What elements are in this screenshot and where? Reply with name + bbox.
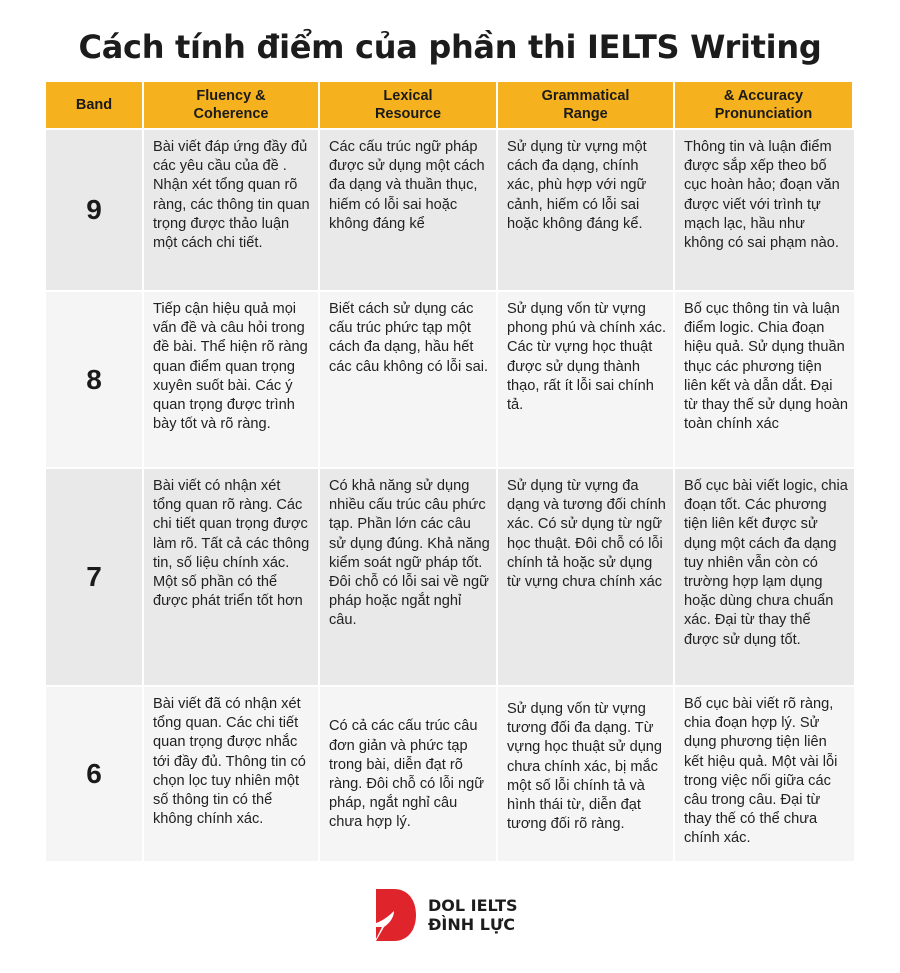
band-8: 8 [46,290,144,467]
band-9-fluency: Bài viết đáp ứng đầy đủ các yêu cầu của đề . Nhận xét tổng quan rõ ràng, các thông tin quan trọng được thảo luận một cách chi tiết. [144,128,320,290]
band-6-fluency: Bài viết đã có nhận xét tổng quan. Các chi tiết quan trọng được nhắc tới đầy đủ. Thông tin có chọn lọc tuy nhiên một số thông tin có thể không chính xác. [144,685,320,861]
band-6-grammar: Sử dụng vốn từ vựng tương đối đa dạng. Từ vựng học thuật sử dụng chưa chính xác, bị mắc một số lỗi chính tả và hình thái từ, diễn đạt tương đối rõ ràng. [498,685,675,861]
band-9: 9 [46,128,144,290]
band-9-lexical: Các cấu trúc ngữ pháp được sử dụng một cách đa dạng và thuần thục, hiếm có lỗi sai hoặc không đáng kể [320,128,498,290]
band-6: 6 [46,685,144,861]
dol-logo-text [428,896,518,934]
band-7-fluency: Bài viết có nhận xét tổng quan rõ ràng. Các chi tiết quan trọng được làm rõ. Tất cả các thông tin, số liệu chính xác. Một số phần có thể được phát triển tốt hơn [144,467,320,685]
band-6-accuracy: Bố cục bài viết rõ ràng, chia đoạn hợp lý. Sử dụng phương tiện liên kết hiệu quả. Một vài lỗi trong việc nối giữa các câu trong câu. Đại từ thay thế có thể chưa chính xác. [675,685,854,861]
band-7-lexical: Có khả năng sử dụng nhiều cấu trúc câu phức tạp. Phần lớn các câu sử dụng đúng. Khả năng kiểm soát ngữ pháp tốt. Đôi chỗ có lỗi sai về ngữ pháp hoặc ngắt nghỉ câu. [320,467,498,685]
dol-logo-line2: ĐÌNH LỰC [428,915,516,934]
header-fluency-coherence: Fluency & Coherence [144,82,320,128]
band-7-accuracy: Bố cục bài viết logic, chia đoạn tốt. Các phương tiện liên kết được sử dụng một cách đa dạng tuy nhiên vẫn còn có trường hợp lạm dụng hoặc dùng chưa chuẩn xác. Đại từ thay thế được sử dụng tốt. [675,467,854,685]
dol-logo-icon [372,887,418,943]
header-grammatical-range: Grammatical Range [498,82,675,128]
band-7: 7 [46,467,144,685]
header-accuracy-pronunciation: & Accuracy Pronunciation [675,82,854,128]
band-8-grammar: Sử dụng vốn từ vựng phong phú và chính xác. Các từ vựng học thuật được sử dụng thành thạo, rất ít lỗi sai chính tả. [498,290,675,467]
header-lexical-resource: Lexical Resource [320,82,498,128]
band-8-accuracy: Bố cục thông tin và luận điểm logic. Chia đoạn hiệu quả. Sử dụng thuần thục các phương tiện liên kết và dẫn dắt. Đại từ thay thế sử dụng hoàn toàn chính xác [675,290,854,467]
scoring-table [46,82,854,861]
band-8-fluency: Tiếp cận hiệu quả mọi vấn đề và câu hỏi trong đề bài. Thể hiện rõ ràng quan điểm quan trọng xuyên suốt bài. Các ý quan trọng được trình bày tốt và rõ ràng. [144,290,320,467]
header-band: Band [46,82,144,128]
band-6-lexical-text: Có cả các cấu trúc câu đơn giản và phức tạp trong bài, diễn đạt rõ ràng. Đôi chỗ có lỗi ngữ pháp, ngắt nghỉ câu chưa hợp lý. [329,718,484,831]
band-7-grammar: Sử dụng từ vựng đa dạng và tương đối chính xác. Có sử dụng từ ngữ học thuật. Đôi chỗ có lỗi chính tả hoặc sử dụng từ vựng chưa chính xác [498,467,675,685]
dol-logo-line1: DOL IELTS [428,896,518,915]
band-9-grammar: Sử dụng từ vựng một cách đa dạng, chính xác, phù hợp với ngữ cảnh, hiếm có lỗi sai hoặc không đáng kể. [498,128,675,290]
page-title: Cách tính điểm của phần thi IELTS Writing [78,28,822,66]
band-9-accuracy: Thông tin và luận điểm được sắp xếp theo bố cục hoàn hảo; đoạn văn được viết với trình tự mạch lạc, hầu như không có sai phạm nào. [675,128,854,290]
band-6-lexical [320,685,498,861]
dol-logo [372,886,532,944]
band-8-lexical: Biết cách sử dụng các cấu trúc phức tạp một cách đa dạng, hầu hết các câu không có lỗi sai. [320,290,498,467]
